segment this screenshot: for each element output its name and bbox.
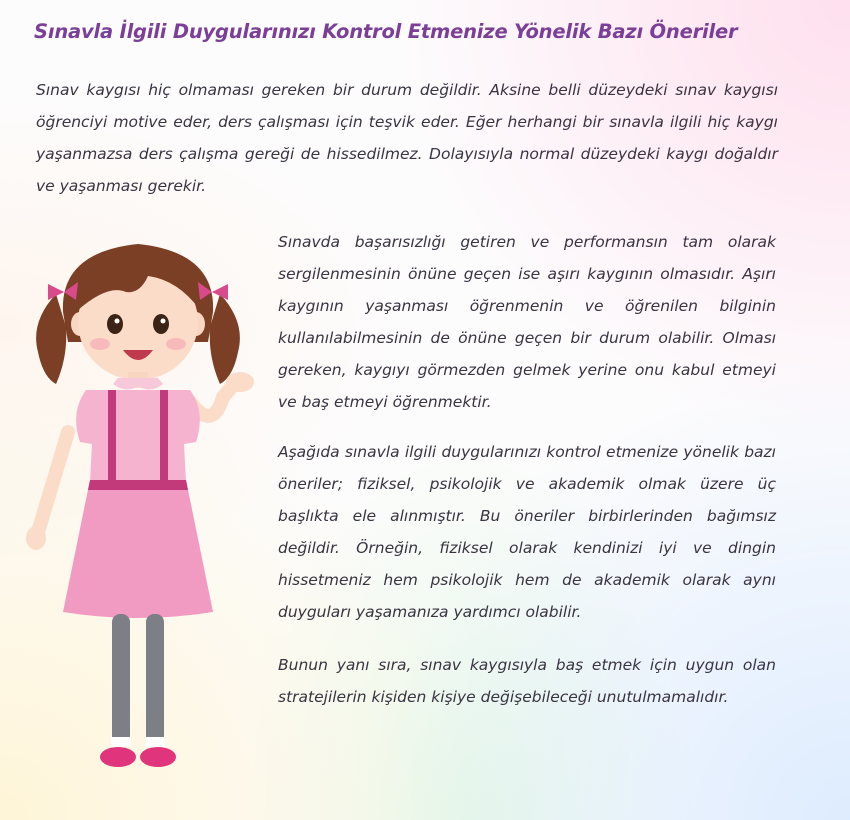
leg-right [146, 614, 164, 744]
paragraph-1: Sınav kaygısı hiç olmaması gereken bir durum değildir. Aksine belli düzeydeki sınav kaygısı öğrenciyi motive eder, ders çalışması için teşvik eder. Eğer herhangi bir sınavla ilgili hiç kaygı yaşanmazsa ders çalışma gereği de hissedilmez. Dolayısıyla normal düzeydeki kaygı doğaldır ve yaşanması gerekir. [36, 81, 778, 195]
page-title: Sınavla İlgili Duygularınızı Kontrol Etmenize Yönelik Bazı Öneriler [34, 20, 738, 43]
paragraph-3: Aşağıda sınavla ilgili duygularınızı kontrol etmenize yönelik bazı öneriler; fiziksel, psikolojik ve akademik olmak üzere üç başlıkta ele alınmıştır. Bu öneriler birbirlerinden bağımsız değildir. Örneğin, fiziksel olarak kendinizi iyi ve dingin hissetmeniz hem psikolojik hem de akademik olarak aynı duyguları yaşamanıza yardımcı olabilir. [278, 443, 776, 621]
leg-left [112, 614, 130, 744]
shoe-right [140, 747, 176, 767]
pigtail-left [36, 294, 66, 384]
paragraph-2: Sınavda başarısızlığı getiren ve performansın tam olarak sergilenmesinin önüne geçen ise aşırı kaygının olmasıdır. Aşırı kaygının yaşanması öğrenmenin ve öğrenilen bilginin kullanılabilmesinin de önüne geçen bir durum olabilir. Olması gereken, kaygıyı görmezden gelmek yerine onu kabul etmeyi ve baş etmeyi öğrenmektir. [278, 233, 776, 411]
arm-left [38, 432, 68, 532]
pigtail-right [210, 294, 240, 384]
girl-illustration [8, 232, 268, 792]
blouse [76, 390, 200, 482]
shoe-left [100, 747, 136, 767]
paragraph-4: Bunun yanı sıra, sınav kaygısıyla baş etmek için uygun olan stratejilerin kişiden kişiye değişebileceği unutulmamalıdır. [278, 656, 776, 706]
skirt [63, 480, 213, 618]
